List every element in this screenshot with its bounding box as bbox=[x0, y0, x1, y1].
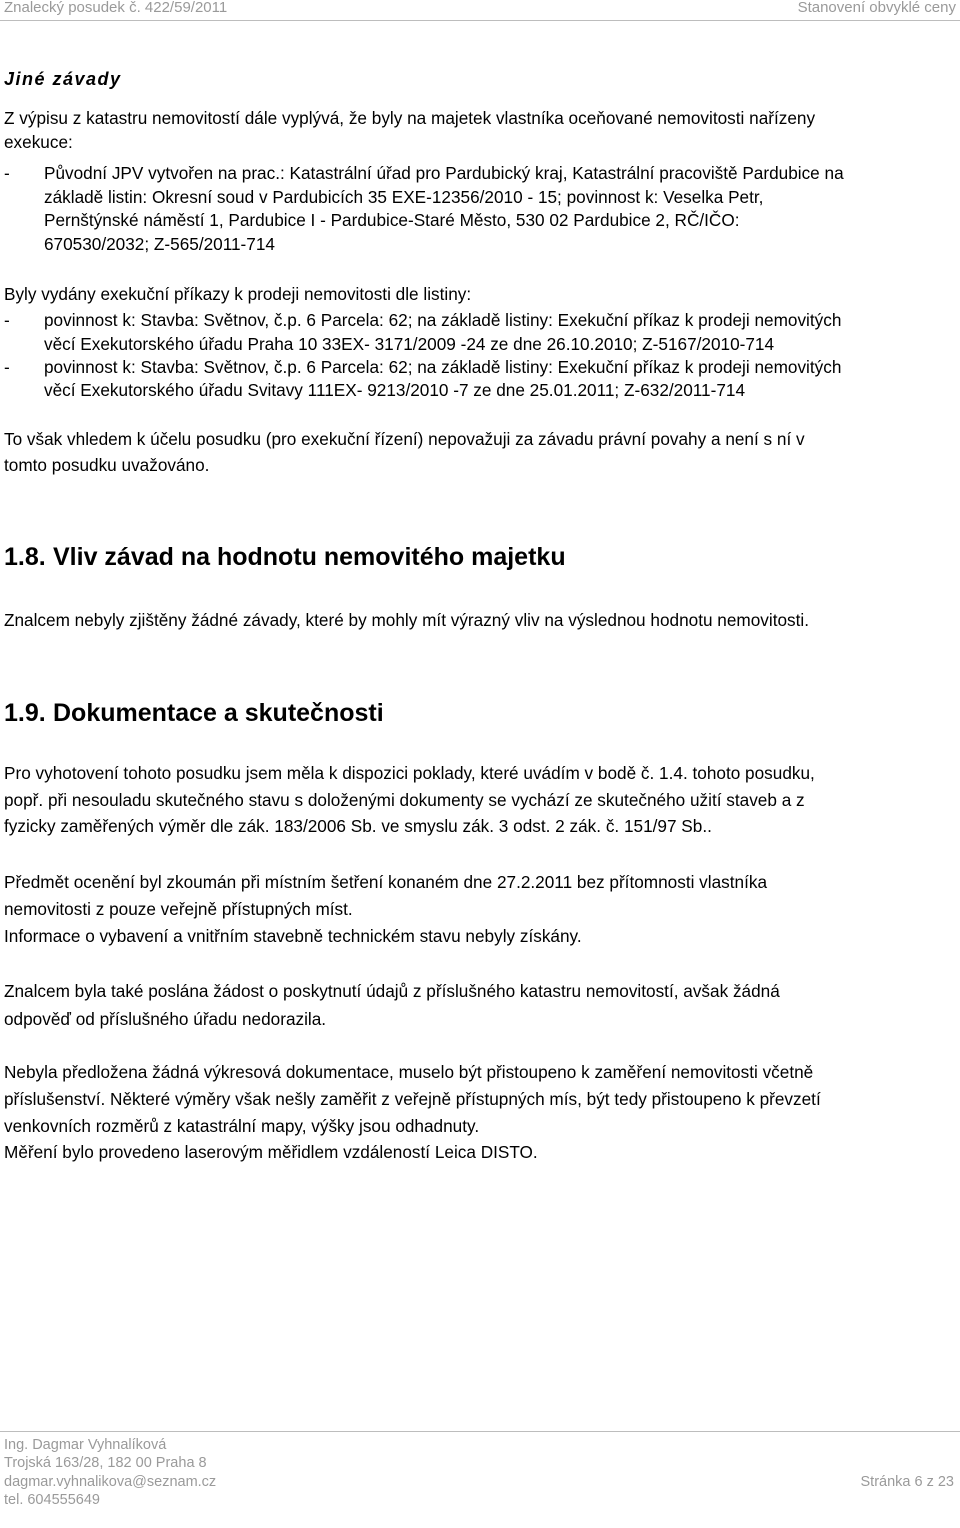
list-item-line: Pernštýnské náměstí 1, Pardubice I - Pardubice-Staré Město, 530 02 Pardubice 2, RČ/IČO: bbox=[44, 210, 740, 230]
paragraph-line: Znalcem nebyly zjištěny žádné závady, které by mohly mít výrazný vliv na výslednou hodnotu nemovitosti. bbox=[4, 610, 810, 630]
header-divider bbox=[0, 20, 960, 21]
list-dash: - bbox=[4, 163, 10, 183]
section-number: 1.8. bbox=[4, 543, 46, 571]
paragraph-line: Pro vyhotovení tohoto posudku jsem měla k dispozici poklady, které uvádím v bodě č. 1.4. tohoto posudku, bbox=[4, 763, 815, 783]
list-item-line: základě listin: Okresní soud v Pardubicích 35 EXE-12356/2010 - 15; povinnost k: Veselka Petr, bbox=[44, 187, 764, 207]
paragraph-line: odpověď od příslušného úřadu nedorazila. bbox=[4, 1009, 327, 1029]
paragraph-line: To však vhledem k účelu posudku (pro exekuční řízení) nepovažuji za závadu právní povahy a není s ní v bbox=[4, 429, 805, 449]
footer-phone: tel. 604555649 bbox=[4, 1492, 100, 1508]
section-title: Vliv závad na hodnotu nemovitého majetku bbox=[53, 543, 566, 571]
paragraph-line: popř. při nesouladu skutečného stavu s doloženými dokumenty se vychází ze skutečného užití staveb a z bbox=[4, 790, 805, 810]
list-item-line bbox=[4, 309, 954, 333]
paragraph-line: tomto posudku uvažováno. bbox=[4, 455, 210, 475]
paragraph-line: Nebyla předložena žádná výkresová dokumentace, muselo být přistoupeno k zaměření nemovitosti včetně bbox=[4, 1062, 814, 1082]
paragraph-line: příslušenství. Některé výměry však nešly zaměřit z veřejně přístupných mís, být tedy přistoupeno k převzetí bbox=[4, 1089, 821, 1109]
footer-email: dagmar.vyhnalikova@seznam.cz bbox=[4, 1474, 217, 1490]
paragraph-line: Měření bylo provedeno laserovým měřidlem vzdáleností Leica DISTO. bbox=[4, 1142, 538, 1162]
footer-author-name: Ing. Dagmar Vyhnalíková bbox=[4, 1437, 167, 1453]
list-item-line: 670530/2032; Z-565/2011-714 bbox=[44, 234, 275, 254]
paragraph-line: venkovních rozměrů z katastrální mapy, výšky jsou odhadnuty. bbox=[4, 1116, 480, 1136]
header-document-id: Znalecký posudek č. 422/59/2011 bbox=[4, 0, 228, 16]
paragraph-line: Byly vydány exekuční příkazy k prodeji nemovitosti dle listiny: bbox=[4, 284, 472, 304]
section-title: Dokumentace a skutečnosti bbox=[53, 699, 384, 727]
footer-address: Trojská 163/28, 182 00 Praha 8 bbox=[4, 1455, 207, 1471]
list-item-line: věcí Exekutorského úřadu Svitavy 111EX- 9213/2010 -7 ze dne 25.01.2011; Z-632/2011-714 bbox=[44, 380, 746, 400]
list-item-line bbox=[4, 356, 954, 380]
paragraph-line: fyzicky zaměřených výměr dle zák. 183/2006 Sb. ve smyslu zák. 3 odst. 2 zák. č. 151/97 Sb.. bbox=[4, 816, 712, 836]
list-item-text: povinnost k: Stavba: Světnov, č.p. 6 Parcela: 62; na základě listiny: Exekuční příkaz k prodeji nemovitých bbox=[44, 357, 842, 377]
paragraph-line: Z výpisu z katastru nemovitostí dále vyplývá, že byly na majetek vlastníka oceňované nemovitosti nařízeny bbox=[4, 108, 816, 128]
list-item-line: věcí Exekutorského úřadu Praha 10 33EX- 3171/2009 -24 ze dne 26.10.2010; Z-5167/2010-714 bbox=[44, 334, 775, 354]
paragraph-line: Informace o vybavení a vnitřním stavebně technickém stavu nebyly získány. bbox=[4, 926, 582, 946]
paragraph-line: Znalcem byla také poslána žádost o poskytnutí údajů z příslušného katastru nemovitostí, avšak žádná bbox=[4, 981, 780, 1001]
page-header bbox=[0, 0, 960, 20]
paragraph-line: exekuce: bbox=[4, 132, 73, 152]
section-heading-1-8 bbox=[4, 543, 566, 572]
list-item-line bbox=[4, 162, 954, 186]
list-dash: - bbox=[4, 357, 10, 377]
list-item-text: Původní JPV vytvořen na prac.: Katastrální úřad pro Pardubický kraj, Katastrální pracoviště Pardubice na bbox=[44, 163, 844, 183]
paragraph-line: nemovitosti z pouze veřejně přístupných míst. bbox=[4, 899, 353, 919]
section-heading-1-9 bbox=[4, 699, 384, 728]
header-section-title: Stanovení obvyklé ceny bbox=[797, 0, 956, 16]
paragraph-line: Předmět ocenění byl zkoumán při místním šetření konaném dne 27.2.2011 bez přítomnosti vlastníka bbox=[4, 872, 768, 892]
list-item-text: povinnost k: Stavba: Světnov, č.p. 6 Parcela: 62; na základě listiny: Exekuční příkaz k prodeji nemovitých bbox=[44, 310, 842, 330]
section-title-jine-zavady: Jiné závady bbox=[4, 69, 122, 89]
list-dash: - bbox=[4, 310, 10, 330]
footer-divider bbox=[0, 1431, 960, 1432]
footer-page-number: Stránka 6 z 23 bbox=[860, 1474, 954, 1490]
section-number: 1.9. bbox=[4, 699, 46, 727]
